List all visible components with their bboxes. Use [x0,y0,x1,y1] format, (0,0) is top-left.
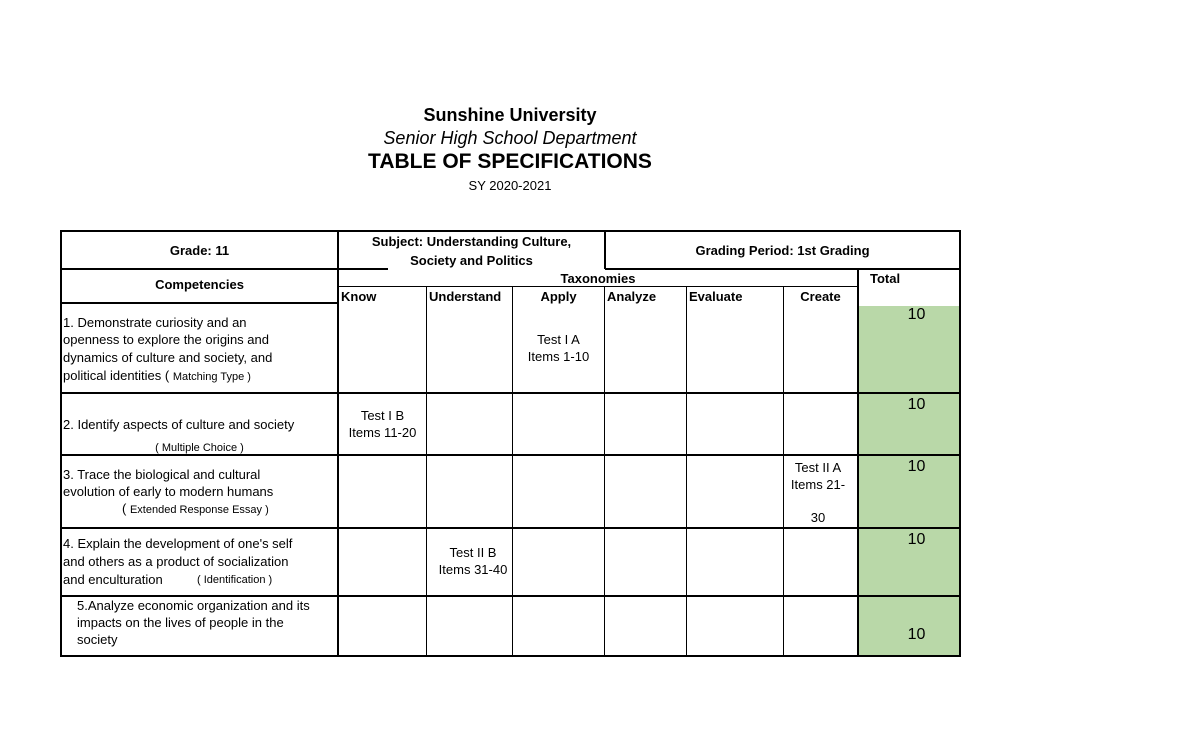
competencies-header: Competencies [155,277,244,292]
know-header: Know [341,289,377,304]
competency-2-type: ( Multiple Choice ) [155,442,244,454]
row-5-total: 10 [907,626,926,643]
competency-1-line-4 [63,367,251,386]
competency-1-line-2: openness to explore the origins and [63,332,269,347]
department-name: Senior High School Department [383,128,637,148]
subject-line-1: Subject: Understanding Culture, [371,234,572,249]
competency-3-line-1: 3. Trace the biological and cultural [63,467,261,482]
competency-5-line-2: impacts on the lives of people in the [77,615,284,630]
competency-2-line-1: 2. Identify aspects of culture and society [63,417,295,432]
competency-1-line-4-text: political identities ( [63,368,170,383]
university-name: Sunshine University [423,105,597,125]
row-3-create-items-cont: 30 [810,510,826,525]
row-1-apply-test: Test I A [537,332,580,347]
competency-1-line-1: 1. Demonstrate curiosity and an [63,315,247,330]
row-3-create-test: Test II A [794,460,842,475]
competency-1-type: Matching Type ) [172,371,251,383]
school-year: SY 2020-2021 [468,178,552,193]
row-3-create-items: Items 21- [790,477,846,492]
row-1-apply-items: Items 1-10 [527,349,590,364]
row-4-understand-items: Items 31-40 [438,562,508,577]
analyze-header: Analyze [607,289,657,304]
competency-4-line-2: and others as a product of socialization [63,554,289,569]
row-3-total: 10 [907,458,926,475]
competency-4-line-3: and enculturation [63,572,163,587]
create-header: Create [800,289,841,304]
row-2-total: 10 [907,396,926,413]
taxonomies-header: Taxonomies [560,271,636,286]
subject-line-2: Society and Politics [410,253,533,268]
row-1-total: 10 [907,306,926,323]
evaluate-header: Evaluate [689,289,743,304]
document-title: TABLE OF SPECIFICATIONS [368,150,652,173]
competency-4-type: ( Identification ) [197,574,273,586]
competency-3-line-2: evolution of early to modern humans [63,484,274,499]
competency-3-line-3-text: ( [122,501,127,516]
total-header: Total [870,271,901,286]
competency-5-line-1: 5.Analyze economic organization and its [77,598,310,613]
competency-3-type: Extended Response Essay ) [129,504,269,516]
competency-5-line-3: society [77,632,118,647]
competency-3-line-3 [122,500,269,519]
grade-label: Grade: 11 [169,243,230,258]
competency-1-line-3: dynamics of culture and society, and [63,350,273,365]
understand-header: Understand [429,289,502,304]
row-4-understand-test: Test II B [449,545,497,560]
row-2-know-test: Test I B [360,408,405,423]
competency-4-line-1: 4. Explain the development of one's self [63,536,293,551]
grading-period-label: Grading Period: 1st Grading [695,243,870,258]
row-4-total: 10 [907,531,926,548]
row-2-know-items: Items 11-20 [348,425,417,440]
apply-header: Apply [540,289,577,304]
